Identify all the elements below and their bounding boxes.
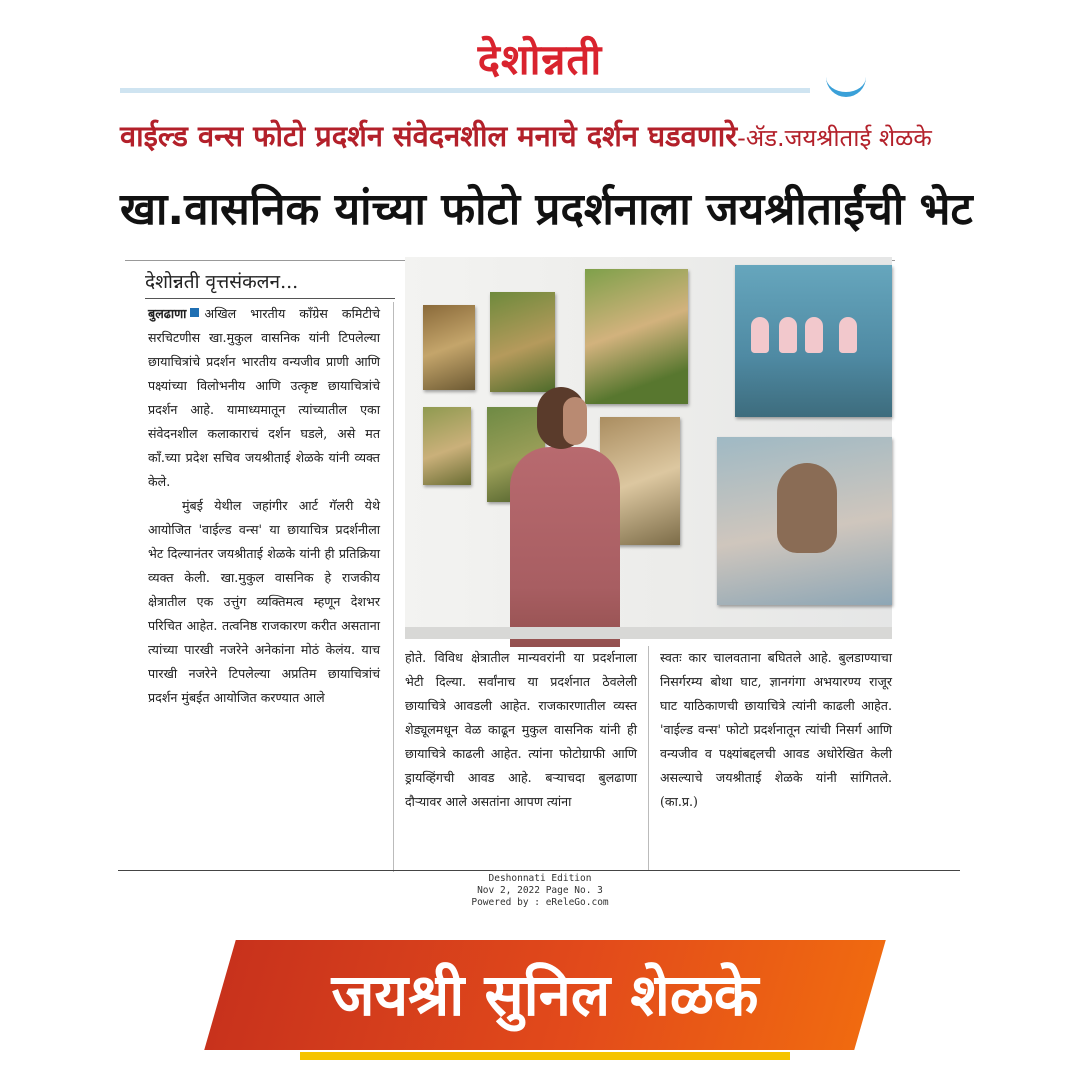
edition-powered-by: Powered by : eReleGo.com bbox=[471, 897, 609, 908]
article-column-3 bbox=[660, 646, 892, 870]
photo-frame-leopard bbox=[490, 292, 555, 392]
headline-byline: -ॲड.जयश्रीताई शेळके bbox=[737, 124, 932, 152]
paragraph-1-text: अखिल भारतीय काँग्रेस कमिटीचे सरचिटणीस खा.मुकुल वासनिक यांनी टिपलेल्या छायाचित्रांचे प्रदर्शन भारतीय वन्यजीव प्राणी आणि पक्ष्यांच्या विलोभनीय आणि उत्कृष्ट छायाचित्रांचे प्रदर्शन आहे. यामाध्यमातून त्यांच्यातील एका संवेदनशील कलाकाराचं दर्शन घडले, असे मत काँ.च्या प्रदेश सचिव जयश्रीताई शेळके यांनी व्यक्त केले. bbox=[148, 306, 380, 489]
edition-footer bbox=[0, 873, 1080, 909]
flamingo-shape bbox=[805, 317, 823, 353]
desk-credit-underline bbox=[145, 298, 395, 299]
flamingo-shape bbox=[839, 317, 857, 353]
article-paragraph-2: मुंबई येथील जहांगीर आर्ट गॅलरी येथे आयोजित 'वाईल्ड वन्स' या छायाचित्र प्रदर्शनीला भेट दिल्यानंतर जयश्रीताई शेळके यांनी ही प्रतिक्रिया व्यक्त केली. खा.मुकुल वासनिक हे राजकीय क्षेत्रातील एक उत्तुंग व्यक्तिमत्व म्हणून देशभर परिचित आहेत. तत्वनिष्ठ राजकारण करीत असताना त्यांच्या पारखी नजरेने अनेकांना मोठं केलंय. याच पारखी नजरेने टिपलेल्या अप्रतिम छायाचित्रांचं प्रदर्शन मुंबईत आयोजित करण्यात आले bbox=[148, 498, 380, 705]
masthead-swoosh-icon bbox=[826, 70, 866, 97]
photo-frame-wild-cat bbox=[585, 269, 688, 404]
photo-frame-blackbuck bbox=[717, 437, 892, 605]
column-divider bbox=[648, 646, 649, 870]
photo-frame-flamingos bbox=[735, 265, 892, 417]
name-banner-text: जयश्री सुनिल शेळके bbox=[331, 961, 759, 1029]
article-paragraph-3: होते. विविध क्षेत्रातील मान्यवरांनी या प्रदर्शनाला भेटी दिल्या. सर्वांनाच या प्रदर्शनात ठेवलेली छायाचित्रे आवडली आहेत. राजकारणातील व्यस्त शेड्यूलमधून वेळ काढून मुकुल वासनिक यांनी ही छायाचित्रे काढली आहेत. त्यांना फोटोग्राफी आणि ड्रायव्हिंगची आवड आहे. बऱ्याचदा बुलढाणा दौऱ्यावर आले असतांना आपण त्यांना bbox=[405, 650, 637, 809]
article-column-1 bbox=[148, 302, 380, 870]
edition-name: Deshonnati Edition bbox=[488, 873, 592, 884]
visitor-figure bbox=[510, 447, 620, 647]
headline-kicker-text: वाईल्ड वन्स फोटो प्रदर्शन संवेदनशील मनाचे दर्शन घडवणारे bbox=[120, 119, 738, 153]
flamingo-shape bbox=[779, 317, 797, 353]
dateline-square-icon bbox=[190, 308, 199, 317]
masthead-rule bbox=[120, 88, 810, 93]
flamingo-shape bbox=[751, 317, 769, 353]
blackbuck-shape bbox=[777, 463, 837, 553]
page-bottom-rule bbox=[118, 870, 960, 871]
photo-frame-cub bbox=[423, 407, 471, 485]
desk-credit: देशोन्नती वृत्तसंकलन... bbox=[145, 271, 299, 293]
photo-frame-tiger bbox=[423, 305, 475, 390]
visitor-face bbox=[563, 397, 587, 445]
exhibition-photo bbox=[405, 257, 892, 639]
newspaper-masthead: देशोन्नती bbox=[477, 35, 603, 84]
headline-main: खा.वासनिक यांच्या फोटो प्रदर्शनाला जयश्रीताईंची भेट bbox=[120, 184, 973, 235]
gallery-floor bbox=[405, 627, 892, 639]
edition-date: Nov 2, 2022 Page No. 3 bbox=[477, 885, 603, 896]
article-column-2 bbox=[405, 646, 637, 870]
headline-kicker bbox=[120, 112, 932, 160]
column-divider bbox=[393, 302, 394, 872]
article-paragraph-4: स्वतः कार चालवताना बघितले आहे. बुलडाण्याचा निसर्गरम्य बोथा घाट, ज्ञानगंगा अभयारण्य राजूर घाट याठिकाणची छायाचित्रे त्यांनी काढली आहेत. 'वाईल्ड वन्स' फोटो प्रदर्शनातून त्यांची निसर्ग आणि वन्यजीव व पक्ष्यांबद्दलची आवड अधोरेखित केली असल्याचे जयश्रीताई शेळके यांनी सांगितले. (का.प्र.) bbox=[660, 650, 892, 809]
article-paragraph-1 bbox=[148, 302, 380, 494]
name-banner-underline bbox=[300, 1052, 790, 1060]
dateline-place: बुलढाणा bbox=[148, 306, 187, 321]
